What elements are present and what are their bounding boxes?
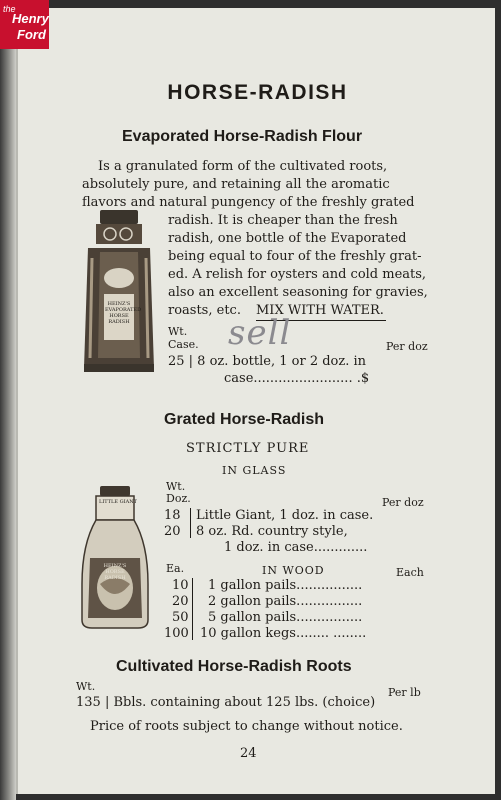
glass-row-1-desc: Little Giant, 1 doz. in case. bbox=[196, 508, 374, 523]
wood-table-divider bbox=[192, 578, 193, 640]
jar-top-text: LITTLE GIANT bbox=[99, 499, 137, 505]
strictly-pure: STRICTLY PURE bbox=[186, 441, 310, 456]
roots-row: 135 | Bbls. containing about 125 lbs. (choice) bbox=[76, 695, 376, 710]
bottle-label-text: HEINZ'S EVAPORATED HORSE RADISH bbox=[105, 301, 142, 325]
jar-label-text: HEINZ'S HORSE RADISH bbox=[103, 563, 127, 581]
glass-row-2-desc: 8 oz. Rd. country style, bbox=[196, 524, 348, 539]
page-number: 24 bbox=[240, 746, 257, 761]
in-wood-label: IN WOOD bbox=[262, 564, 325, 577]
flour-row-line-1: 25 | 8 oz. bottle, 1 or 2 doz. in bbox=[168, 354, 367, 369]
flour-line-9: roasts, etc. bbox=[168, 303, 241, 318]
wood-row-4-wt: 100 bbox=[164, 626, 189, 641]
page-title: HORSE-RADISH bbox=[167, 81, 348, 104]
mix-with-water: MIX WITH WATER. bbox=[256, 303, 384, 318]
flour-line-1: Is a granulated form of the cultivated roots, bbox=[98, 159, 388, 174]
roots-per-lb: Per lb bbox=[388, 686, 421, 699]
logo-text-ford: Ford bbox=[17, 27, 46, 42]
in-glass-label: IN GLASS bbox=[222, 464, 287, 477]
flour-line-3: flavors and natural pungency of the freshly grated bbox=[82, 195, 415, 210]
ea-label: Ea. bbox=[166, 562, 185, 575]
glass-row-1-wt: 18 bbox=[164, 508, 181, 523]
grated-per-doz: Per doz bbox=[382, 496, 424, 509]
wood-row-2-wt: 20 bbox=[172, 594, 189, 609]
catalog-page bbox=[16, 8, 495, 794]
grated-wt-label: Wt. bbox=[166, 480, 186, 493]
flour-line-4: radish. It is cheaper than the fresh bbox=[168, 213, 398, 228]
glass-row-2-wt: 20 bbox=[164, 524, 181, 539]
logo-text-the: the bbox=[3, 4, 16, 14]
flour-per-doz: Per doz bbox=[386, 340, 428, 353]
grated-jar-image bbox=[78, 484, 152, 630]
flour-line-8: also an excellent seasoning for gravies, bbox=[168, 285, 428, 300]
roots-note: Price of roots subject to change without notice. bbox=[90, 719, 403, 734]
flour-line-5: radish, one bottle of the Evaporated bbox=[168, 231, 407, 246]
book-spine bbox=[0, 0, 16, 800]
wood-row-3-desc: 5 gallon pails................ bbox=[208, 610, 363, 625]
flour-line-6: being equal to four of the freshly grat- bbox=[168, 249, 422, 264]
wood-row-3-wt: 50 bbox=[172, 610, 189, 625]
each-label: Each bbox=[396, 566, 424, 579]
henry-ford-logo bbox=[0, 0, 49, 49]
evaporated-bottle-image bbox=[80, 208, 160, 378]
flour-line-2: absolutely pure, and retaining all the aromatic bbox=[82, 177, 390, 192]
flour-line-7: ed. A relish for oysters and cold meats, bbox=[168, 267, 427, 282]
logo-text-henry: Henry bbox=[12, 11, 49, 26]
section-heading-grated: Grated Horse-Radish bbox=[164, 411, 325, 428]
wood-row-1-wt: 10 bbox=[172, 578, 189, 593]
section-heading-roots: Cultivated Horse-Radish Roots bbox=[116, 658, 352, 675]
flour-wt-label: Wt. bbox=[168, 325, 188, 338]
roots-wt-label: Wt. bbox=[76, 680, 96, 693]
wood-row-2-desc: 2 gallon pails................ bbox=[208, 594, 363, 609]
grated-doz-label: Doz. bbox=[166, 492, 191, 505]
glass-table-divider bbox=[190, 508, 191, 538]
flour-case-label: Case. bbox=[168, 338, 199, 351]
handwritten-note: sell bbox=[228, 313, 292, 353]
section-heading-flour: Evaporated Horse-Radish Flour bbox=[122, 128, 363, 145]
flour-row-line-2: case........................ .$ bbox=[224, 371, 370, 386]
glass-row-2-cont: 1 doz. in case............. bbox=[224, 540, 368, 555]
wood-row-4-desc: 10 gallon kegs........ ........ bbox=[200, 626, 367, 641]
wood-row-1-desc: 1 gallon pails................ bbox=[208, 578, 363, 593]
